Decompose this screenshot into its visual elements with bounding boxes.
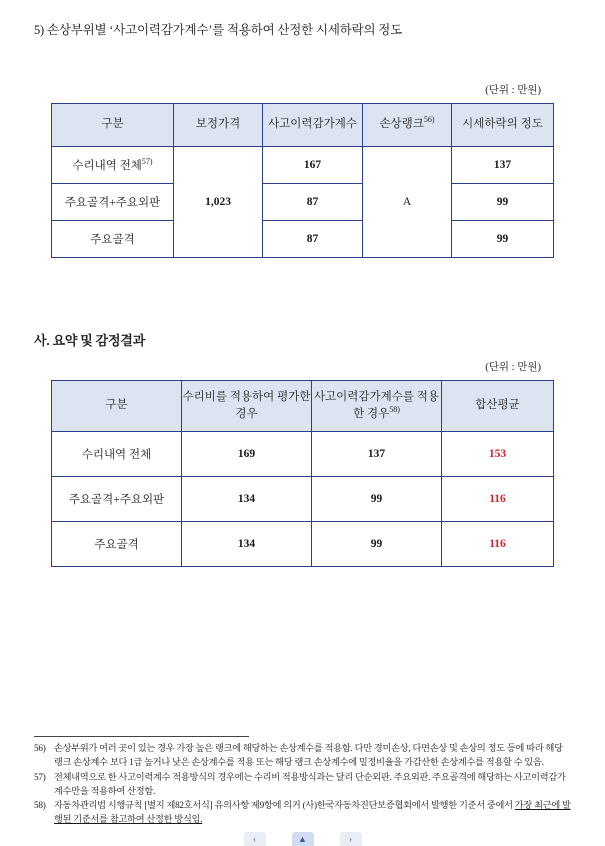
table-damage-coefficient [51,103,554,258]
col-header-coefficient-method: 사고이력감가계수를 적용한 경우$^{58)}$ [312,380,442,431]
page-prev-button[interactable] [244,832,266,846]
cell-coefficient: 87 [263,183,363,220]
col-header-repair-cost-method: 수리비를 적용하여 평가한 경우 [182,380,312,431]
cell-coefficient: 87 [263,220,363,257]
col-header-combined-average: 합산평균 [442,380,554,431]
footnote-item [34,771,571,799]
footnote-text-underlined: 가장 최근에 발행된 기준서를 참고하여 산정한 방식임. [54,800,571,825]
section-summary-heading: 사. 요약 및 감정결과 [34,332,146,348]
cell-damage-rank: A [363,146,452,257]
cell-value-drop: 99 [452,220,554,257]
footnote-text: 전체내역으로 한 사고이력계수 적용방식의 경우에는 수리비 적용방식과는 달리 단순외판. 주요외판. 주요골격에 해당하는 사고이력감가계수만을 적용하여 산정함. [54,771,566,796]
cell-repair-value: 134 [182,521,312,566]
viewer-toolbar [0,832,605,846]
footnote-text [54,799,571,827]
unit-note-2: (단위 : 만원) [485,361,541,373]
col-header-category: 구분 [52,103,174,146]
zoom-out-button[interactable] [292,832,314,846]
cell-average-value: 116 [442,521,554,566]
table-row [52,476,554,521]
footnote-text: 손상부위가 여러 곳이 있는 경우 가장 높은 랭크에 해당하는 손상계수를 적용함. 다만 경미손상, 다면손상 및 손상의 정도 등에 따라 해당 랭크 손상계수 보다 1급 높거나 낮은 손상계수를 적용 또는 해당 랭크 손상계수에 밀정비율을 가감산한 손상계수를 적용할 수 있음. [54,743,563,768]
cell-repair-value: 169 [182,431,312,476]
cell-coefficient-value: 99 [312,521,442,566]
cell-category: 수리내역 전체$^{57)}$ [52,146,174,183]
col-header-value-drop: 시세하락의 정도 [452,103,554,146]
cell-value-drop: 137 [452,146,554,183]
cell-average-value: 116 [442,476,554,521]
chevron-left-icon: ‹ [253,834,256,844]
table-row [52,220,554,257]
cell-average-value: 153 [442,431,554,476]
col-header-damage-rank: 손상랭크$^{56)}$ [363,103,452,146]
cell-category: 주요골격 [52,521,182,566]
cell-value-drop: 99 [452,183,554,220]
footnote-number: 56) [34,743,46,754]
page-next-button[interactable] [340,832,362,846]
cell-category: 주요골격 [52,220,174,257]
document-page [0,22,605,846]
footnote-number: 58) [34,800,46,811]
table-row [52,183,554,220]
col-header-adjusted-price: 보정가격 [174,103,263,146]
cell-repair-value: 134 [182,476,312,521]
cell-category: 주요골격+주요외판 [52,476,182,521]
cell-coefficient: 167 [263,146,363,183]
footnote-item [34,799,571,827]
cell-coefficient-value: 99 [312,476,442,521]
table-header-row [52,103,554,146]
cell-coefficient-value: 137 [312,431,442,476]
table-row [52,146,554,183]
col-header-category: 구분 [52,380,182,431]
section-5-heading: 5) 손상부위별 ‘사고이력감가계수’를 적용하여 산정한 시세하락의 정도 [34,23,402,37]
cell-category: 수리내역 전체 [52,431,182,476]
col-header-accident-coefficient: 사고이력감가계수 [263,103,363,146]
table-row [52,431,554,476]
triangle-up-icon: ▲ [298,834,307,844]
table-row [52,521,554,566]
chevron-right-icon: › [349,834,352,844]
unit-note-1: (단위 : 만원) [485,84,541,96]
footnotes-block [34,736,571,828]
table-header-row [52,380,554,431]
footnote-divider [34,736,249,737]
footnote-number: 57) [34,771,46,782]
cell-category: 주요골격+주요외판 [52,183,174,220]
footnote-item [34,742,571,770]
cell-adjusted-price: 1,023 [174,146,263,257]
footnote-text-plain: 자동차관리법 시행규칙 [별지 제82호서식] 유의사항 제9항에 의거 (사)한국자동차진단보증협회에서 발행한 기준서 중에서 [54,800,515,811]
table-summary-result [51,380,554,567]
